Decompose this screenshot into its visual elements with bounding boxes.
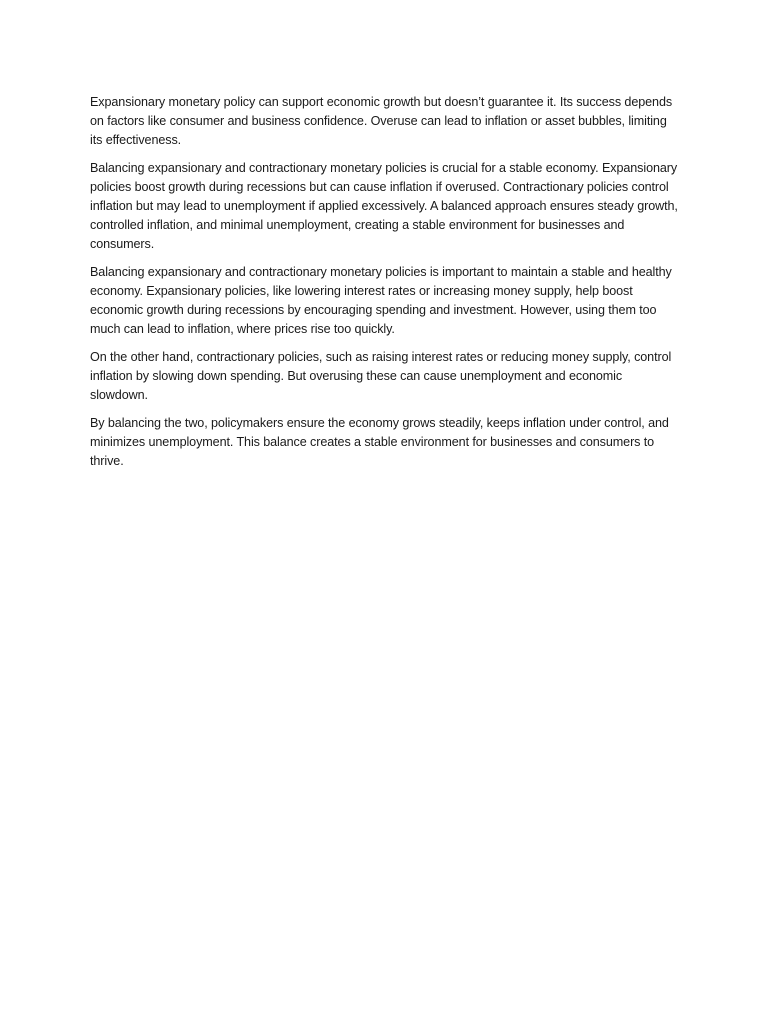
paragraph-2: Balancing expansionary and contractionary monetary policies is crucial for a stable economy. Expansionary policies boost growth during recessions but can cause inflation if overused. Contractionary policies control inflation but may lead to unemployment if applied excessively. A balanced approach ensures steady growth, controlled inflation, and minimal unemployment, creating a stable environment for businesses and consumers. xyxy=(90,161,678,251)
paragraph-5: By balancing the two, policymakers ensure the economy grows steadily, keeps inflation under control, and minimizes unemployment. This balance creates a stable environment for businesses and consumers to thrive. xyxy=(90,416,669,468)
paragraph-1: Expansionary monetary policy can support economic growth but doesn’t guarantee it. Its success depends on factors like consumer and business confidence. Overuse can lead to inflation or asset bubbles, limiting its effectiveness. xyxy=(90,95,673,147)
document-body xyxy=(90,93,682,480)
paragraph-4: On the other hand, contractionary policies, such as raising interest rates or reducing money supply, control inflation by slowing down spending. But overusing these can cause unemployment and economic slowdown. xyxy=(90,350,672,402)
paragraph-3: Balancing expansionary and contractionary monetary policies is important to maintain a stable and healthy economy. Expansionary policies, like lowering interest rates or increasing money supply, help boost economic growth during recessions by encouraging spending and investment. However, using them too much can lead to inflation, where prices rise too quickly. xyxy=(90,265,672,336)
